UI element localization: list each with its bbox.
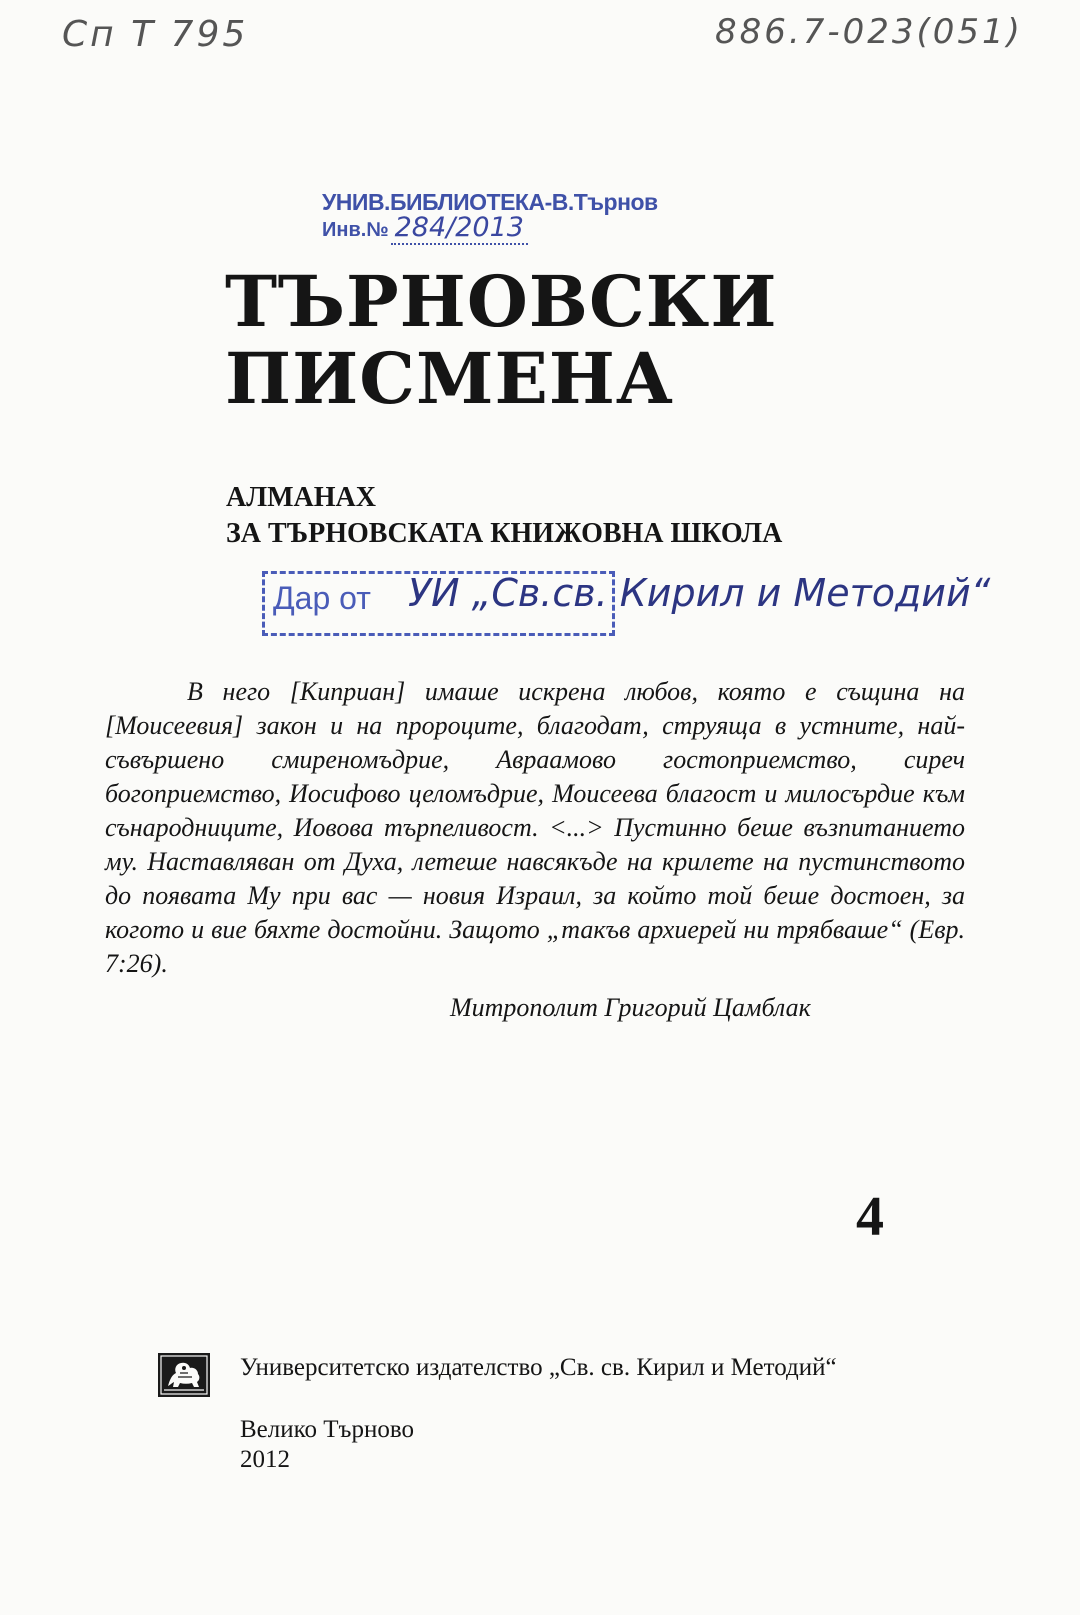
publisher-city: Велико Търново — [240, 1416, 414, 1443]
gift-stamp-handwriting: УИ „Св.св. Кирил и Методий“ — [408, 571, 991, 615]
page-title — [225, 260, 778, 420]
epigraph-author: Митрополит Григорий Цамблак — [450, 993, 811, 1022]
publisher-lion-emblem-icon — [158, 1353, 210, 1397]
subtitle-line-1: АЛМАНАХ — [226, 482, 376, 513]
call-number-left: Сп Т 795 — [62, 14, 249, 55]
publisher-name: Университетско издателство „Св. св. Кирил и Методий“ — [240, 1354, 837, 1381]
epigraph-quote: В него [Киприан] имаше искрена любов, която е същина на [Моисеевия] закон и на пророците, благодат, струяща в устните, най-съвършено смиреномъдрие, Авраамово гостоприемство, сиреч богоприемство, Иосифово целомъдрие, Моисеева благост и милосърдие към сънародниците, Иовова търпеливост. <...> Пустинно беше възпитанието му. Наставляван от Духа, летеше навсякъде на крилете на пустинството до появата Му при вас — новия Израил, за който той беше достоен, за когото и вие бяхте достойни. Защото „такъв архиерей ни трябваше“ (Евр. 7:26). — [105, 677, 965, 978]
subtitle — [226, 480, 782, 553]
title-line-2: ПИСМЕНА — [225, 337, 674, 420]
gift-stamp-label: Дар от — [273, 580, 371, 616]
call-number-right: 886.7-023(051) — [715, 12, 1023, 52]
volume-number: 4 — [856, 1186, 884, 1248]
title-line-1: ТЪРНОВСКИ — [225, 260, 778, 343]
publisher-year: 2012 — [240, 1446, 290, 1473]
library-stamp — [322, 190, 658, 242]
library-stamp-name: УНИВ.БИБЛИОТЕКА-В.Търнов — [322, 189, 658, 215]
subtitle-line-2: ЗА ТЪРНОВСКАТА КНИЖОВНА ШКОЛА — [226, 518, 783, 550]
inventory-label: Инв.№ — [322, 219, 389, 242]
inventory-number: 284/2013 — [391, 212, 528, 245]
library-stamp-inventory — [322, 214, 658, 242]
